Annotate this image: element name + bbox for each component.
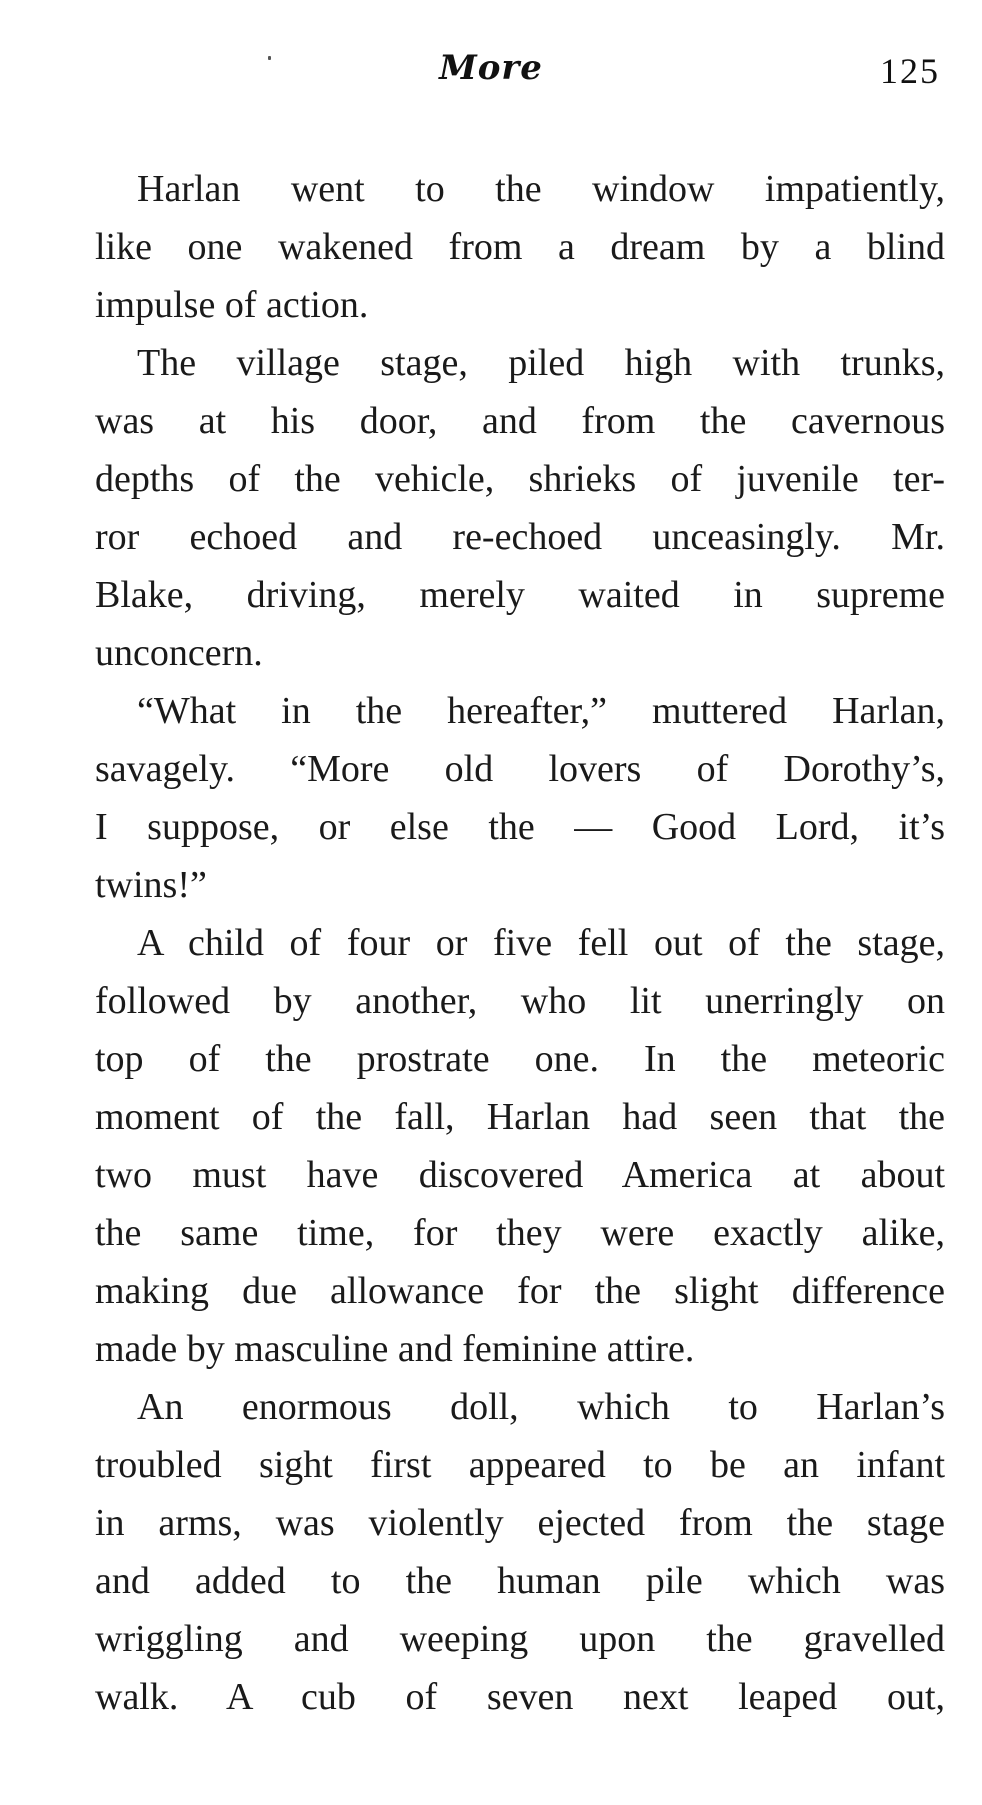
text-line: troubled sight first appeared to be an infant bbox=[95, 1444, 945, 1486]
text-line: and added to the human pile which was bbox=[95, 1560, 945, 1602]
text-line: two must have discovered America at about bbox=[95, 1154, 945, 1196]
text-line: An enormous doll, which to Harlan’s bbox=[137, 1386, 945, 1428]
text-line: made by masculine and feminine attire. bbox=[95, 1328, 695, 1370]
text-line: walk. A cub of seven next leaped out, bbox=[95, 1676, 945, 1718]
text-line: I suppose, or else the — Good Lord, it’s bbox=[95, 806, 945, 848]
page-header bbox=[0, 40, 982, 100]
text-line: like one wakened from a dream by a blind bbox=[95, 226, 945, 268]
text-line: making due allowance for the slight difference bbox=[95, 1270, 945, 1312]
text-line: A child of four or five fell out of the stage, bbox=[137, 922, 945, 964]
text-line: savagely. “More old lovers of Dorothy’s, bbox=[95, 748, 945, 790]
text-line: impulse of action. bbox=[95, 284, 369, 326]
running-title: More bbox=[439, 48, 543, 88]
text-line: followed by another, who lit unerringly on bbox=[95, 980, 945, 1022]
text-line: The village stage, piled high with trunks, bbox=[137, 342, 945, 384]
text-line: wriggling and weeping upon the gravelled bbox=[95, 1618, 945, 1660]
text-line: moment of the fall, Harlan had seen that the bbox=[95, 1096, 945, 1138]
text-line: top of the prostrate one. In the meteoric bbox=[95, 1038, 945, 1080]
text-line: was at his door, and from the cavernous bbox=[95, 400, 945, 442]
text-line: Blake, driving, merely waited in supreme bbox=[95, 574, 945, 616]
page-number: 125 bbox=[880, 51, 940, 91]
text-line: the same time, for they were exactly alike, bbox=[95, 1212, 945, 1254]
body-text bbox=[95, 160, 945, 1726]
text-line: “What in the hereafter,” muttered Harlan, bbox=[137, 690, 945, 732]
text-line: depths of the vehicle, shrieks of juvenile ter- bbox=[95, 458, 945, 500]
text-line: unconcern. bbox=[95, 632, 263, 674]
text-line: in arms, was violently ejected from the stage bbox=[95, 1502, 945, 1544]
text-line: Harlan went to the window impatiently, bbox=[137, 168, 945, 210]
text-line: twins!” bbox=[95, 864, 207, 906]
print-speck bbox=[268, 56, 271, 60]
text-line: ror echoed and re-echoed unceasingly. Mr. bbox=[95, 516, 945, 558]
